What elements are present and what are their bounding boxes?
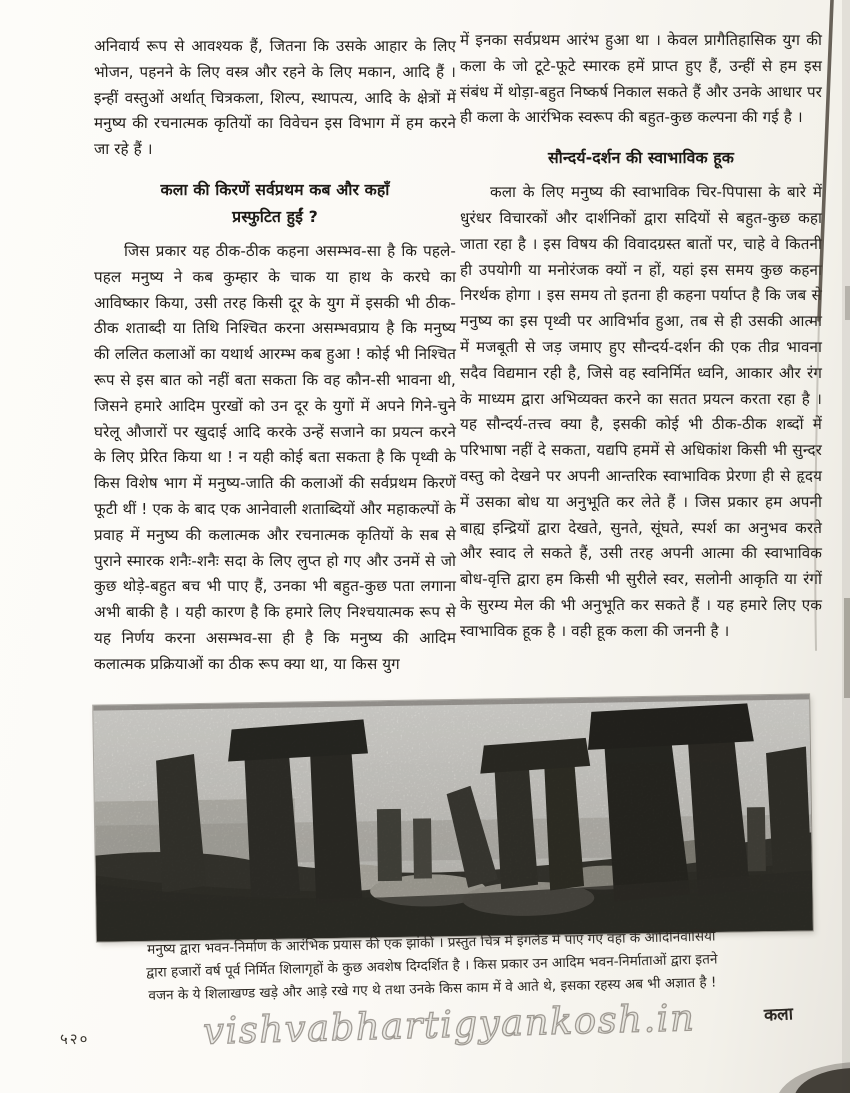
right-column-heading bbox=[460, 144, 822, 171]
left-column-paragraph-1: अनिवार्य रूप से आवश्यक हैं, जितना कि उसके आहार के लिए भोजन, पहनने के लिए वस्त्र और रहने के लिए मकान, आदि हैं । इन्हीं वस्तुओं अर्थात् चित्रकला, शिल्प, स्थापत्य, आदि के क्षेत्रों में मनुष्य की रचनात्मक कृतियों का विवेचन इस विभाग में हम करने जा रहे हैं । bbox=[94, 37, 456, 159]
left-column-heading bbox=[94, 176, 456, 230]
left-heading-line-1: कला की किरणें सर्वप्रथम कब और कहाँ bbox=[160, 179, 390, 199]
right-column-paragraph-2: कला के लिए मनुष्य की स्वाभाविक चिर-पिपासा के बारे में धुरंधर विचारकों और दार्शनिकों द्वारा सदियों से बहुत-कुछ कहा जाता रहा है । इस विषय की विवादग्रस्त बातों पर, चाहे वे कितनी ही उपयोगी या मनोरंजक क्यों न हों, यहां इस समय कुछ कहना निरर्थक होगा । इस समय तो इतना ही कहना पर्याप्त है कि जब से मनुष्य का इस पृथ्वी पर आविर्भाव हुआ, तब से ही उसकी आत्मा में मजबूती से जड़ जमाए हुए सौन्दर्य-दर्शन की एक तीव्र भावना सदैव विद्यमान रही है, जिसे वह स्वनिर्मित ध्वनि, आकार और रंग के माध्यम द्वारा अभिव्यक्त करने का सतत प्रयत्न करता रहा है । यह सौन्दर्य-तत्त्व क्या है, इसकी कोई भी ठीक-ठीक शब्दों में परिभाषा नहीं दे सकता, यद्यपि हममें से अधिकांश किसी भी सुन्दर वस्तु को देखने पर अपनी आन्तरिक स्वाभाविक प्रेरणा ही से हृदय में उसका बोध या अनुभूति कर लेते हैं । जिस प्रकार हम अपनी बाह्य इन्द्रियों द्वारा देखते, सुनते, सूंघते, स्पर्श का अनुभव करते और स्वाद ले सकते हैं, उसी तरह अपनी आत्मा की स्वाभाविक बोध-वृत्ति द्वारा हम किसी भी सुरीले स्वर, सलोनी आकृति या रंगों के सुरम्य मेल की भी अनुभूति कर सकते हैं । यह हमारे लिए एक स्वाभाविक हूक है । वही हूक कला की जननी है । bbox=[460, 183, 822, 640]
left-heading-line-2: प्रस्फुटित हुईं ? bbox=[232, 206, 318, 226]
watermark-text: vishvabhartigyankosh.in bbox=[202, 996, 696, 1053]
right-column bbox=[460, 28, 822, 645]
stonehenge-photo bbox=[93, 694, 813, 941]
left-column-paragraph-2: जिस प्रकार यह ठीक-ठीक कहना असम्भव-सा है कि पहले-पहल मनुष्य ने कब कुम्हार के चाक या हाथ के करघे का आविष्कार किया, उसी तरह किसी दूर के युग में इसकी भी ठीक-ठीक शताब्दी या तिथि निश्चित करना असम्भवप्राय है कि मनुष्य की ललित कलाओं का यथार्थ आरम्भ कब हुआ ! कोई भी निश्चित रूप से इस बात को नहीं बता सकता कि वह कौन-सी भावना थी, जिसने हमारे आदिम पुरखों को उन दूर के युगों में अपने गिने-चुने घरेलू औजारों पर खुदाई आदि करके उन्हें सजाने का प्रयत्न करने के लिए प्रेरित किया था ! न यही कोई बता सकता है कि पृथ्वी के किस विशेष भाग में मनुष्य-जाति की कलाओं की सर्वप्रथम किरणें फूटी थीं ! एक के बाद एक आनेवाली शताब्दियों और महाकल्पों के प्रवाह में मनुष्य की कलात्मक और रचनात्मक कृतियों के सब से पुराने स्मारक शनैः-शनैः सदा के लिए लुप्त हो गए और उनमें से जो कुछ थोड़े-बहुत बच भी पाए हैं, उनका भी बहुत-कुछ पता लगाना अभी बाकी है । यही कारण है कि हमारे लिए निश्चयात्मक रूप से यह निर्णय करना असम्भव-सा ही है कि मनुष्य की आदिम कलात्मक प्रक्रियाओं का ठीक रूप क्या था, या किस युग bbox=[94, 241, 456, 673]
figure-caption-line-3: वजन के ये शिलाखण्ड खड़े और आड़े रखे गए थे तथा उनके किस काम में वे आते थे, इसका रहस्य अब भी अज्ञात है ! bbox=[148, 974, 717, 1004]
page-number: ५२० bbox=[60, 1030, 90, 1048]
section-label-kala: कला bbox=[763, 1004, 794, 1026]
left-column bbox=[94, 34, 456, 678]
figure-caption-line-2: द्वारा हजारों वर्ष पूर्व निर्मित शिलागृहों के कुछ अवशेष दिग्दर्शित है । किस प्रकार उन आदिम भवन-निर्माताओं द्वारा इतने bbox=[146, 951, 718, 981]
right-heading-line-1: सौन्दर्य-दर्शन की स्वाभाविक हूक bbox=[547, 148, 735, 168]
stonehenge-photo-art bbox=[93, 694, 813, 941]
figure-caption-line-1: मनुष्य द्वारा भवन-निर्माण के आरंभिक प्रयास की एक झांकी । प्रस्तुत चित्र में इंगलैंड में पाए गए वहां के आदिनिवासियों bbox=[147, 928, 716, 958]
right-column-paragraph-1: में इनका सर्वप्रथम आरंभ हुआ था । केवल प्रागैतिहासिक युग की कला के जो टूटे-फूटे स्मारक हमें प्राप्त हुए हैं, उन्हीं से हम इस संबंध में थोड़ा-बहुत निष्कर्ष निकाल सकते हैं और उनके आधार पर ही कला के आरंभिक स्वरूप की बहुत-कुछ कल्पना की गई है । bbox=[460, 31, 822, 127]
